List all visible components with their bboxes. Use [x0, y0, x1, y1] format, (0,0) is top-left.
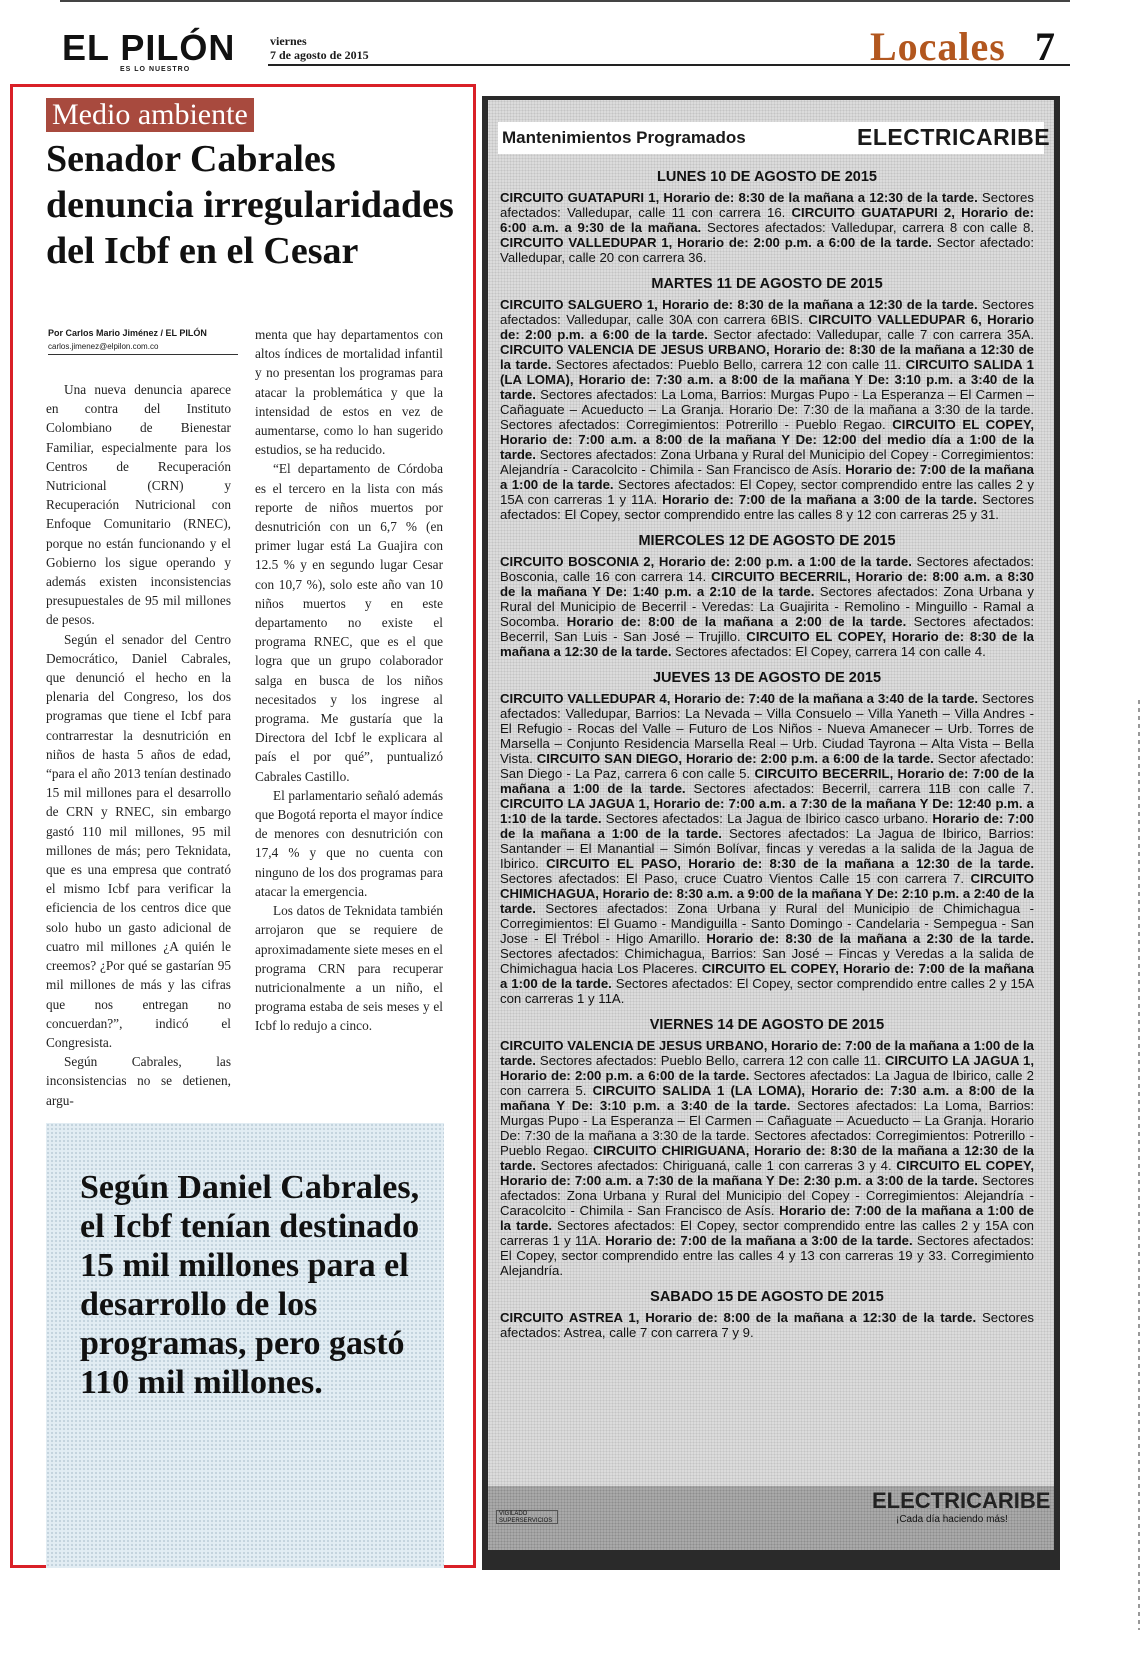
pullquote: Según Daniel Cabrales, el Icbf tenían destinado 15 mil millones para el desarrollo de los programas, pero gastó 110 mil millones.: [80, 1169, 420, 1401]
page-edge-dots: [1138, 700, 1140, 1630]
ad-brand: ELECTRICARIBE: [857, 124, 1051, 150]
article-kicker: Medio ambiente: [46, 98, 254, 132]
schedule-day-heading: MIERCOLES 12 DE AGOSTO DE 2015: [638, 533, 896, 549]
article-byline: Por Carlos Mario Jiménez / EL PILÓN: [48, 328, 207, 338]
article-column-2: [255, 325, 443, 1036]
schedule-day: [500, 1288, 1034, 1340]
article-paragraph: menta que hay departamentos con altos índices de mortalidad infantil y no presentan los programas para atacar la problemática y que la intensidad de estos en vez de aumentarse, como lo han sugerido estudios, se ha reducido.: [255, 327, 443, 458]
schedule-day-heading: SABADO 15 DE AGOSTO DE 2015: [650, 1289, 884, 1305]
top-rule: [60, 0, 1070, 2]
issue-date: [270, 34, 369, 62]
schedule-day-details: CIRCUITO GUATAPURI 1, Horario de: 8:30 de la mañana a 12:30 de la tarde. Sectores afectados: Valledupar, calle 11 con carrera 16. CIRCUITO GUATAPURI 2, Horario de: 6:00 a.m. a 9:30 de la mañana. Sectores afectados: Valledupar, carrera 8 con calle 8. CIRCUITO VALLEDUPAR 1, Horario de: 2:00 p.m. a 6:00 de la tarde. Sector afectado: Valledupar, calle 20 con carrera 36.: [500, 190, 1034, 265]
schedule-day: [500, 168, 1034, 265]
article-paragraph: Según Cabrales, las inconsistencias no se detienen, argu-: [46, 1054, 231, 1108]
newspaper-logo: [62, 28, 262, 76]
superservicios-seal: VIGILADO SUPERSERVICIOS: [496, 1510, 558, 1524]
schedule-day-details: CIRCUITO VALENCIA DE JESUS URBANO, Horario de: 7:00 de la mañana a 1:00 de la tarde. Sectores afectados: Pueblo Bello, carrera 12 con calle 11. CIRCUITO LA JAGUA 1, Horario de: 2:00 p.m. a 6:00 de la tarde. Sectores afectados: La Jagua de Ibirico, calle 2 con carrera 5. CIRCUITO SALIDA 1 (LA LOMA), Horario de: 7:30 a.m. a 8:00 de la mañana Y De: 3:10 p.m. a 3:40 de la tarde. Sectores afectados: La Loma, Barrios: Murgas Pupo - La Esperanza – El Carmen – Cañaguate – Acueducto – La Granja. Horario De: 7:30 de la mañana a 3:30 de la tarde. Sectores afectados: Corregimientos: Potrerillo - Pueblo Regao. CIRCUITO CHIRIGUANA, Horario de: 8:30 de la mañana a 12:30 de la tarde. Sectores afectados: Chiriguaná, calle 1 con carreras 3 y 4. CIRCUITO EL COPEY, Horario de: 7:00 a.m. a 7:30 de la mañana Y De: 2:30 p.m. a 3:00 de la tarde. Sectores afectados: Zona Urbana y Rural del Municipio del Copey - Corregimientos: Alejandría - Caracolcito - Chimila - San Francisco de Asís. Horario de: 7:00 de la mañana a 1:00 de la tarde. Sectores afectados: El Copey, sector comprendido entre las calles 2 y 15A con carreras 1 y 11A. Horario de: 7:00 de la mañana a 3:00 de la tarde. Sectores afectados: El Copey, sector comprendido entre las calles 4 y 13 con carreras 19 y 33. Corregimiento Alejandría.: [500, 1038, 1035, 1278]
ad-footer-brand: ELECTRICARIBE: [872, 1488, 1051, 1513]
issue-weekday: viernes: [270, 34, 307, 48]
article-paragraph: Una nueva denuncia aparece en contra del Instituto Colombiano de Bienestar Familiar, especialmente para los Centros de Recuperación Nutricional (CRN) y Recuperación Nutricional con Enfoque Comunitario (RNEC), porque no están funcionando y el Gobierno los sigue operando y además existen inconsistencias presupuestales de 95 mil millones de pesos.: [46, 382, 231, 628]
schedule-day: [500, 275, 1034, 522]
article-paragraph: Según el senador del Centro Democrático, Daniel Cabrales, que denunció el hecho en la plenaria del Congreso, los dos programas que tiene el Icbf para contrarrestar la desnutrición en niños de hasta 5 años de edad, “para el año 2013 tenían destinado 15 mil millones para el desarrollo de CRN y RNEC, sin embargo gastó 110 mil millones, 95 mil millones de más; pero Teknidata, que es una empresa que contrató el mismo Icbf para verificar la eficiencia de los centros dice que solo hubo un gasto adicional de cuatro mil millones ¿A quién le creemos? ¿Por qué se gastarían 95 mil millones de más y las cifras que nos entregan no concuerdan?”, indicó el Congresista.: [46, 631, 231, 1050]
schedule-day-details: CIRCUITO BOSCONIA 2, Horario de: 2:00 p.m. a 1:00 de la tarde. Sectores afectados: Bosconia, calle 16 con carrera 14. CIRCUITO BECERRIL, Horario de: 8:00 a.m. a 8:30 de la mañana Y De: 1:40 p.m. a 2:10 de la tarde. Sectores afectados: Zona Urbana y Rural del Municipio de Becerril - Veredas: La Guajirita - Remolino - Minguillo - Ramal a Socomba. Horario de: 8:00 de la mañana a 2:00 de la tarde. Sectores afectados: Becerril, San Luis - San José – Trujillo. CIRCUITO EL COPEY, Horario de: 8:30 de la mañana a 12:30 de la tarde. Sectores afectados: El Copey, carrera 14 con calle 4.: [500, 554, 1035, 659]
section-title: Locales: [870, 24, 1006, 69]
schedule-day-details: CIRCUITO VALLEDUPAR 4, Horario de: 7:40 de la mañana a 3:40 de la tarde. Sectores afectados: Valledupar, Barrios: La Nevada – Villa Consuelo – Villa Yaneth – Villa Andres - El Refugio - Rocas del Valle – Futuro de Los Niños - Nueva Amanecer – Urb. Torres de Marsella – Conjunto Residencia Marsella Real – Urb. Ciudad Tayrona – Alta Vista – Bella Vista. CIRCUITO SAN DIEGO, Horario de: 2:00 p.m. a 6:00 de la tarde. Sector afectado: San Diego - La Paz, carrera 6 con calle 5. CIRCUITO BECERRIL, Horario de: 7:00 de la mañana a 1:00 de la tarde. Sectores afectados: Becerril, carrera 11B con calle 7. CIRCUITO LA JAGUA 1, Horario de: 7:00 a.m. a 7:30 de la mañana Y De: 12:40 p.m. a 1:10 de la tarde. Sectores afectados: La Jagua de Ibirico casco urbano. Horario de: 7:00 de la mañana a 1:00 de la tarde. Sectores afectados: La Jagua de Ibirico, Barrios: Santander – El Manantial – Simón Bolívar, fincas y veredas a la salida de la Jagua de Ibirico. CIRCUITO EL PASO, Horario de: 8:30 de la mañana a 12:30 de la tarde. Sectores afectados: El Paso, cruce Cuatro Vientos Calle 15 con carrera 7. CIRCUITO CHIMICHAGUA, Horario de: 8:30 a.m. a 9:00 de la mañana Y De: 2:10 p.m. a 2:40 de la tarde. Sectores afectados: Zona Urbana y Rural del Municipio de Chimichagua - Corregimientos: El Guamo - Mandiguilla - Santo Domingo - Candelaria - Sempegua - San Jose - El Trébol - Higo Amarillo. Horario de: 8:30 de la mañana a 2:30 de la tarde. Sectores afectados: Chimichagua, Barrios: San José – Fincas y Veredas a la salida de Chimichagua hacia Los Placeres. CIRCUITO EL COPEY, Horario de: 7:00 de la mañana a 1:00 de la tarde. Sectores afectados: El Copey, sector comprendido entre calles 2 y 15A con carreras 1 y 11A.: [500, 691, 1035, 1006]
article-paragraph: El parlamentario señaló además que Bogotá reporta el mayor índice de menores con desnutrición con 17,4 % y que no cuenta con ninguno de los dos programas para atacar la emergencia.: [255, 787, 443, 899]
ad-title: Mantenimientos Programados: [502, 128, 746, 147]
byline-rule: [48, 354, 238, 355]
newspaper-name: EL PILÓN: [62, 27, 236, 68]
schedule-day: [500, 532, 1034, 659]
schedule-day-heading: MARTES 11 DE AGOSTO DE 2015: [651, 276, 883, 292]
schedule-day: [500, 669, 1034, 1006]
schedule-day-heading: LUNES 10 DE AGOSTO DE 2015: [657, 169, 877, 185]
article-paragraph: Los datos de Teknidata también arrojaron que se requiere de aproximadamente siete meses en el programa CRN para recuperar nutricionalmente a un niño, el programa estaba de seis meses y el Icbf lo redujo a cinco.: [255, 903, 443, 1034]
schedule-day-heading: VIERNES 14 DE AGOSTO DE 2015: [649, 1017, 885, 1033]
ad-footer-slogan: ¡Cada día haciendo más!: [896, 1514, 1008, 1525]
article-column-1: [46, 380, 231, 1110]
schedule-day-heading: JUEVES 13 DE AGOSTO DE 2015: [652, 670, 882, 686]
maintenance-schedule: [500, 168, 1034, 1350]
schedule-day-details: CIRCUITO ASTREA 1, Horario de: 8:00 de la mañana a 12:30 de la tarde. Sectores afectados: Astrea, calle 7 con carrera 7 y 9.: [500, 1310, 1034, 1340]
issue-date-text: 7 de agosto de 2015: [270, 48, 369, 62]
schedule-day: [500, 1016, 1034, 1278]
newspaper-slogan: ES LO NUESTRO: [120, 66, 191, 73]
article-paragraph: “El departamento de Córdoba es el tercero en la lista con más reporte de niños muertos por desnutrición con un 6,7 % (en primer lugar está La Guajira con 12.5 % y en segundo lugar Cesar con 10,7 %), solo este año van 10 niños muertos y en este departamento no existe el programa RNEC, que es el que logra que un grupo colaborador salga en busca de los niños necesitados y los ingrese al programa. Me gustaría que la Directora del Icbf le explicara al país el por qué”, puntualizó Cabrales Castillo.: [255, 461, 443, 784]
author-email: carlos.jimenez@elpilon.com.co: [48, 342, 159, 351]
article-headline: Senador Cabrales denuncia irregularidades del Icbf en el Cesar: [46, 138, 454, 272]
page-number: 7: [1035, 24, 1055, 69]
schedule-day-details: CIRCUITO SALGUERO 1, Horario de: 8:30 de la mañana a 12:30 de la tarde. Sectores afectados: Valledupar, calle 30A con carrera 6BIS. CIRCUITO VALLEDUPAR 6, Horario de: 2:00 p.m. a 6:00 de la tarde. Sector afectado: Valledupar, calle 7 con carrera 35A. CIRCUITO VALENCIA DE JESUS URBANO, Horario de: 8:30 de la mañana a 12:30 de la tarde. Sectores afectados: Pueblo Bello, carrera 12 con calle 11. CIRCUITO SALIDA 1 (LA LOMA), Horario de: 7:30 a.m. a 8:00 de la mañana Y De: 3:10 p.m. a 3:40 de la tarde. Sectores afectados: La Loma, Barrios: Murgas Pupo - La Esperanza – El Carmen – Cañaguate – Acueducto – La Granja. Horario De: 7:30 de la mañana a 3:30 de la tarde. Sectores afectados: Corregimientos: Potrerillo - Pueblo Regao. CIRCUITO EL COPEY, Horario de: 7:00 a.m. a 8:00 de la mañana Y De: 12:00 del medio día a 1:00 de la tarde. Sectores afectados: Zona Urbana y Rural del Municipio del Copey - Corregimientos: Alejandría - Caracolcito - Chimila - San Francisco de Asís. Horario de: 7:00 de la mañana a 1:00 de la tarde. Sectores afectados: El Copey, sector comprendido entre las calles 2 y 15A con carreras 1 y 11A. Horario de: 7:00 de la mañana a 3:00 de la tarde. Sectores afectados: El Copey, sector comprendido entre las calles 8 y 12 con carreras 25 y 31.: [500, 297, 1035, 522]
